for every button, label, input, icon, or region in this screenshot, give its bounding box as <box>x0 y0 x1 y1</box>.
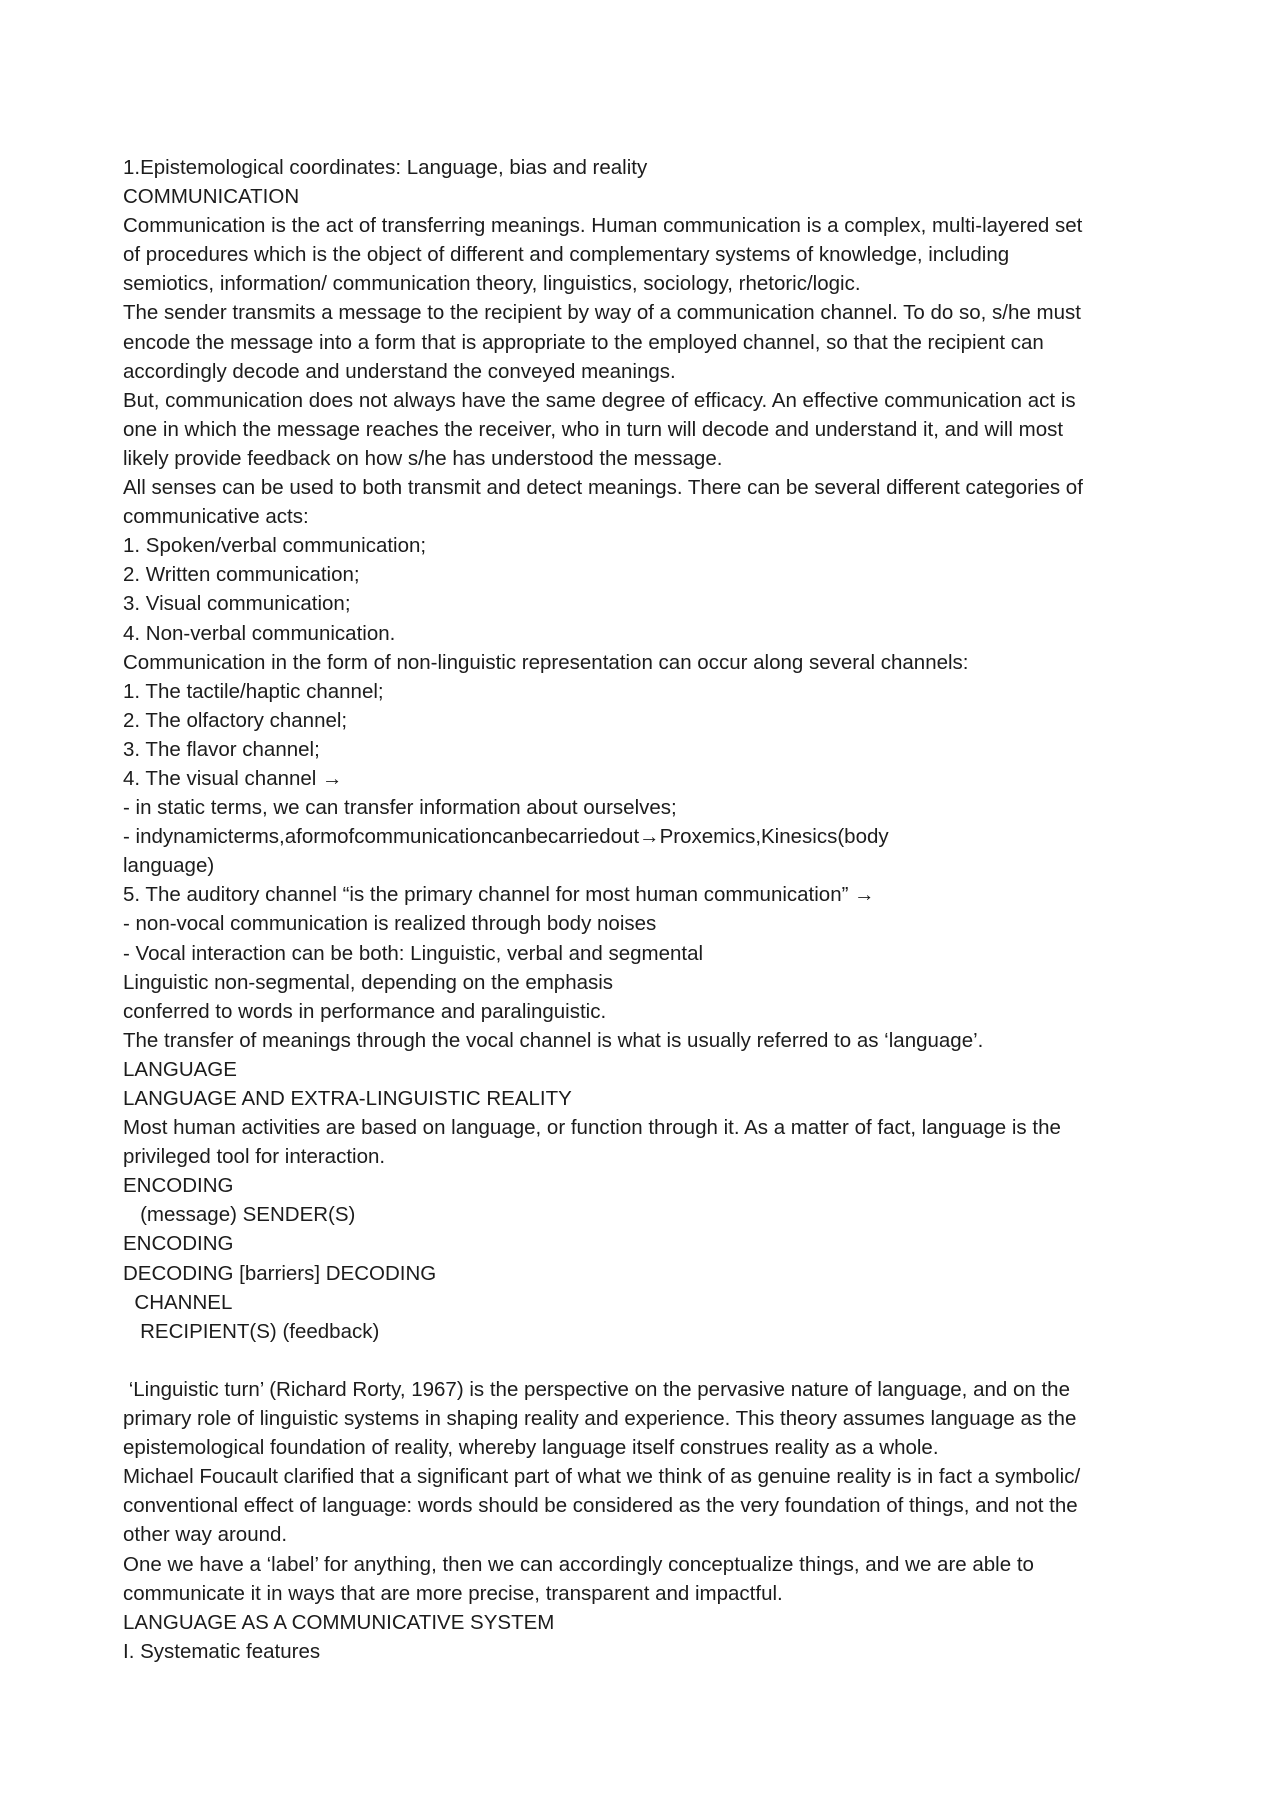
doc-line: accordingly decode and understand the conveyed meanings. <box>123 359 676 383</box>
doc-line: conferred to words in performance and paralinguistic. <box>123 999 607 1023</box>
doc-line: 1.Epistemological coordinates: Language, bias and reality <box>123 156 648 179</box>
doc-line: language) <box>123 854 215 878</box>
doc-line: 4. The visual channel → <box>123 766 343 790</box>
doc-line: But, communication does not always have the same degree of efficacy. An effective communication act is <box>123 388 1076 412</box>
doc-line: 1. The tactile/haptic channel; <box>123 679 384 703</box>
doc-line: - non-vocal communication is realized through body noises <box>123 912 657 936</box>
doc-line: Linguistic non-segmental, depending on the emphasis <box>123 970 614 994</box>
doc-line: Communication is the act of transferring meanings. Human communication is a complex, multi-layered set <box>123 214 1083 238</box>
doc-line: RECIPIENT(S) (feedback) <box>123 1319 380 1343</box>
doc-line: - indynamicterms,aformofcommunicationcanbecarriedout→Proxemics,Kinesics(body <box>123 825 889 849</box>
doc-line: conventional effect of language: words should be considered as the very foundation of things, and not the <box>123 1494 1078 1518</box>
doc-line: of procedures which is the object of different and complementary systems of knowledge, including <box>123 243 1010 267</box>
doc-line: other way around. <box>123 1523 288 1547</box>
doc-line: communicative acts: <box>123 505 309 529</box>
doc-line: primary role of linguistic systems in shaping reality and experience. This theory assumes language as the <box>123 1407 1077 1431</box>
doc-line: 1. Spoken/verbal communication; <box>123 534 427 558</box>
doc-line: 2. The olfactory channel; <box>123 708 348 732</box>
doc-line: The transfer of meanings through the vocal channel is what is usually referred to as ‘language’. <box>123 1028 984 1052</box>
doc-line: One we have a ‘label’ for anything, then we can accordingly conceptualize things, and we are able to <box>123 1552 1034 1576</box>
doc-line: Communication in the form of non-linguistic representation can occur along several channels: <box>123 650 969 674</box>
doc-line: 2. Written communication; <box>123 563 360 587</box>
doc-line: encode the message into a form that is appropriate to the employed channel, so that the recipient can <box>123 330 1044 354</box>
doc-line: LANGUAGE AS A COMMUNICATIVE SYSTEM <box>123 1610 555 1634</box>
doc-line: one in which the message reaches the receiver, who in turn will decode and understand it, and will most <box>123 417 1064 441</box>
doc-line: 3. The flavor channel; <box>123 737 320 761</box>
doc-line: LANGUAGE AND EXTRA-LINGUISTIC REALITY <box>123 1087 572 1110</box>
document-page <box>123 153 1183 1666</box>
doc-line: ENCODING <box>123 1232 234 1256</box>
doc-line: epistemological foundation of reality, whereby language itself construes reality as a whole. <box>123 1436 939 1460</box>
doc-line: Michael Foucault clarified that a significant part of what we think of as genuine reality is in fact a symbolic/ <box>123 1465 1081 1489</box>
blank-line <box>123 1346 1183 1375</box>
doc-line: I. Systematic features <box>123 1639 321 1663</box>
doc-line: LANGUAGE <box>123 1057 237 1081</box>
doc-line: All senses can be used to both transmit and detect meanings. There can be several different categories of <box>123 476 1083 500</box>
doc-line: CHANNEL <box>123 1290 233 1314</box>
doc-line: DECODING [barriers] DECODING <box>123 1261 437 1285</box>
doc-line: ‘Linguistic turn’ (Richard Rorty, 1967) is the perspective on the pervasive nature of language, and on the <box>123 1377 1070 1401</box>
doc-line: (message) SENDER(S) <box>123 1203 356 1227</box>
doc-line: privileged tool for interaction. <box>123 1145 386 1169</box>
doc-line: COMMUNICATION <box>123 185 300 209</box>
doc-line: likely provide feedback on how s/he has understood the message. <box>123 446 723 470</box>
doc-line: The sender transmits a message to the recipient by way of a communication channel. To do so, s/he must <box>123 301 1081 325</box>
doc-line: ENCODING <box>123 1174 234 1198</box>
doc-line: communicate it in ways that are more precise, transparent and impactful. <box>123 1581 783 1605</box>
doc-line: semiotics, information/ communication theory, linguistics, sociology, rhetoric/logic. <box>123 272 861 296</box>
doc-line: - Vocal interaction can be both: Linguistic, verbal and segmental <box>123 941 704 965</box>
doc-line: 4. Non-verbal communication. <box>123 621 396 645</box>
doc-line: Most human activities are based on language, or function through it. As a matter of fact, language is the <box>123 1116 1061 1140</box>
doc-line: 5. The auditory channel “is the primary channel for most human communication” → <box>123 883 875 907</box>
doc-line: 3. Visual communication; <box>123 592 351 616</box>
doc-line: - in static terms, we can transfer information about ourselves; <box>123 796 677 820</box>
